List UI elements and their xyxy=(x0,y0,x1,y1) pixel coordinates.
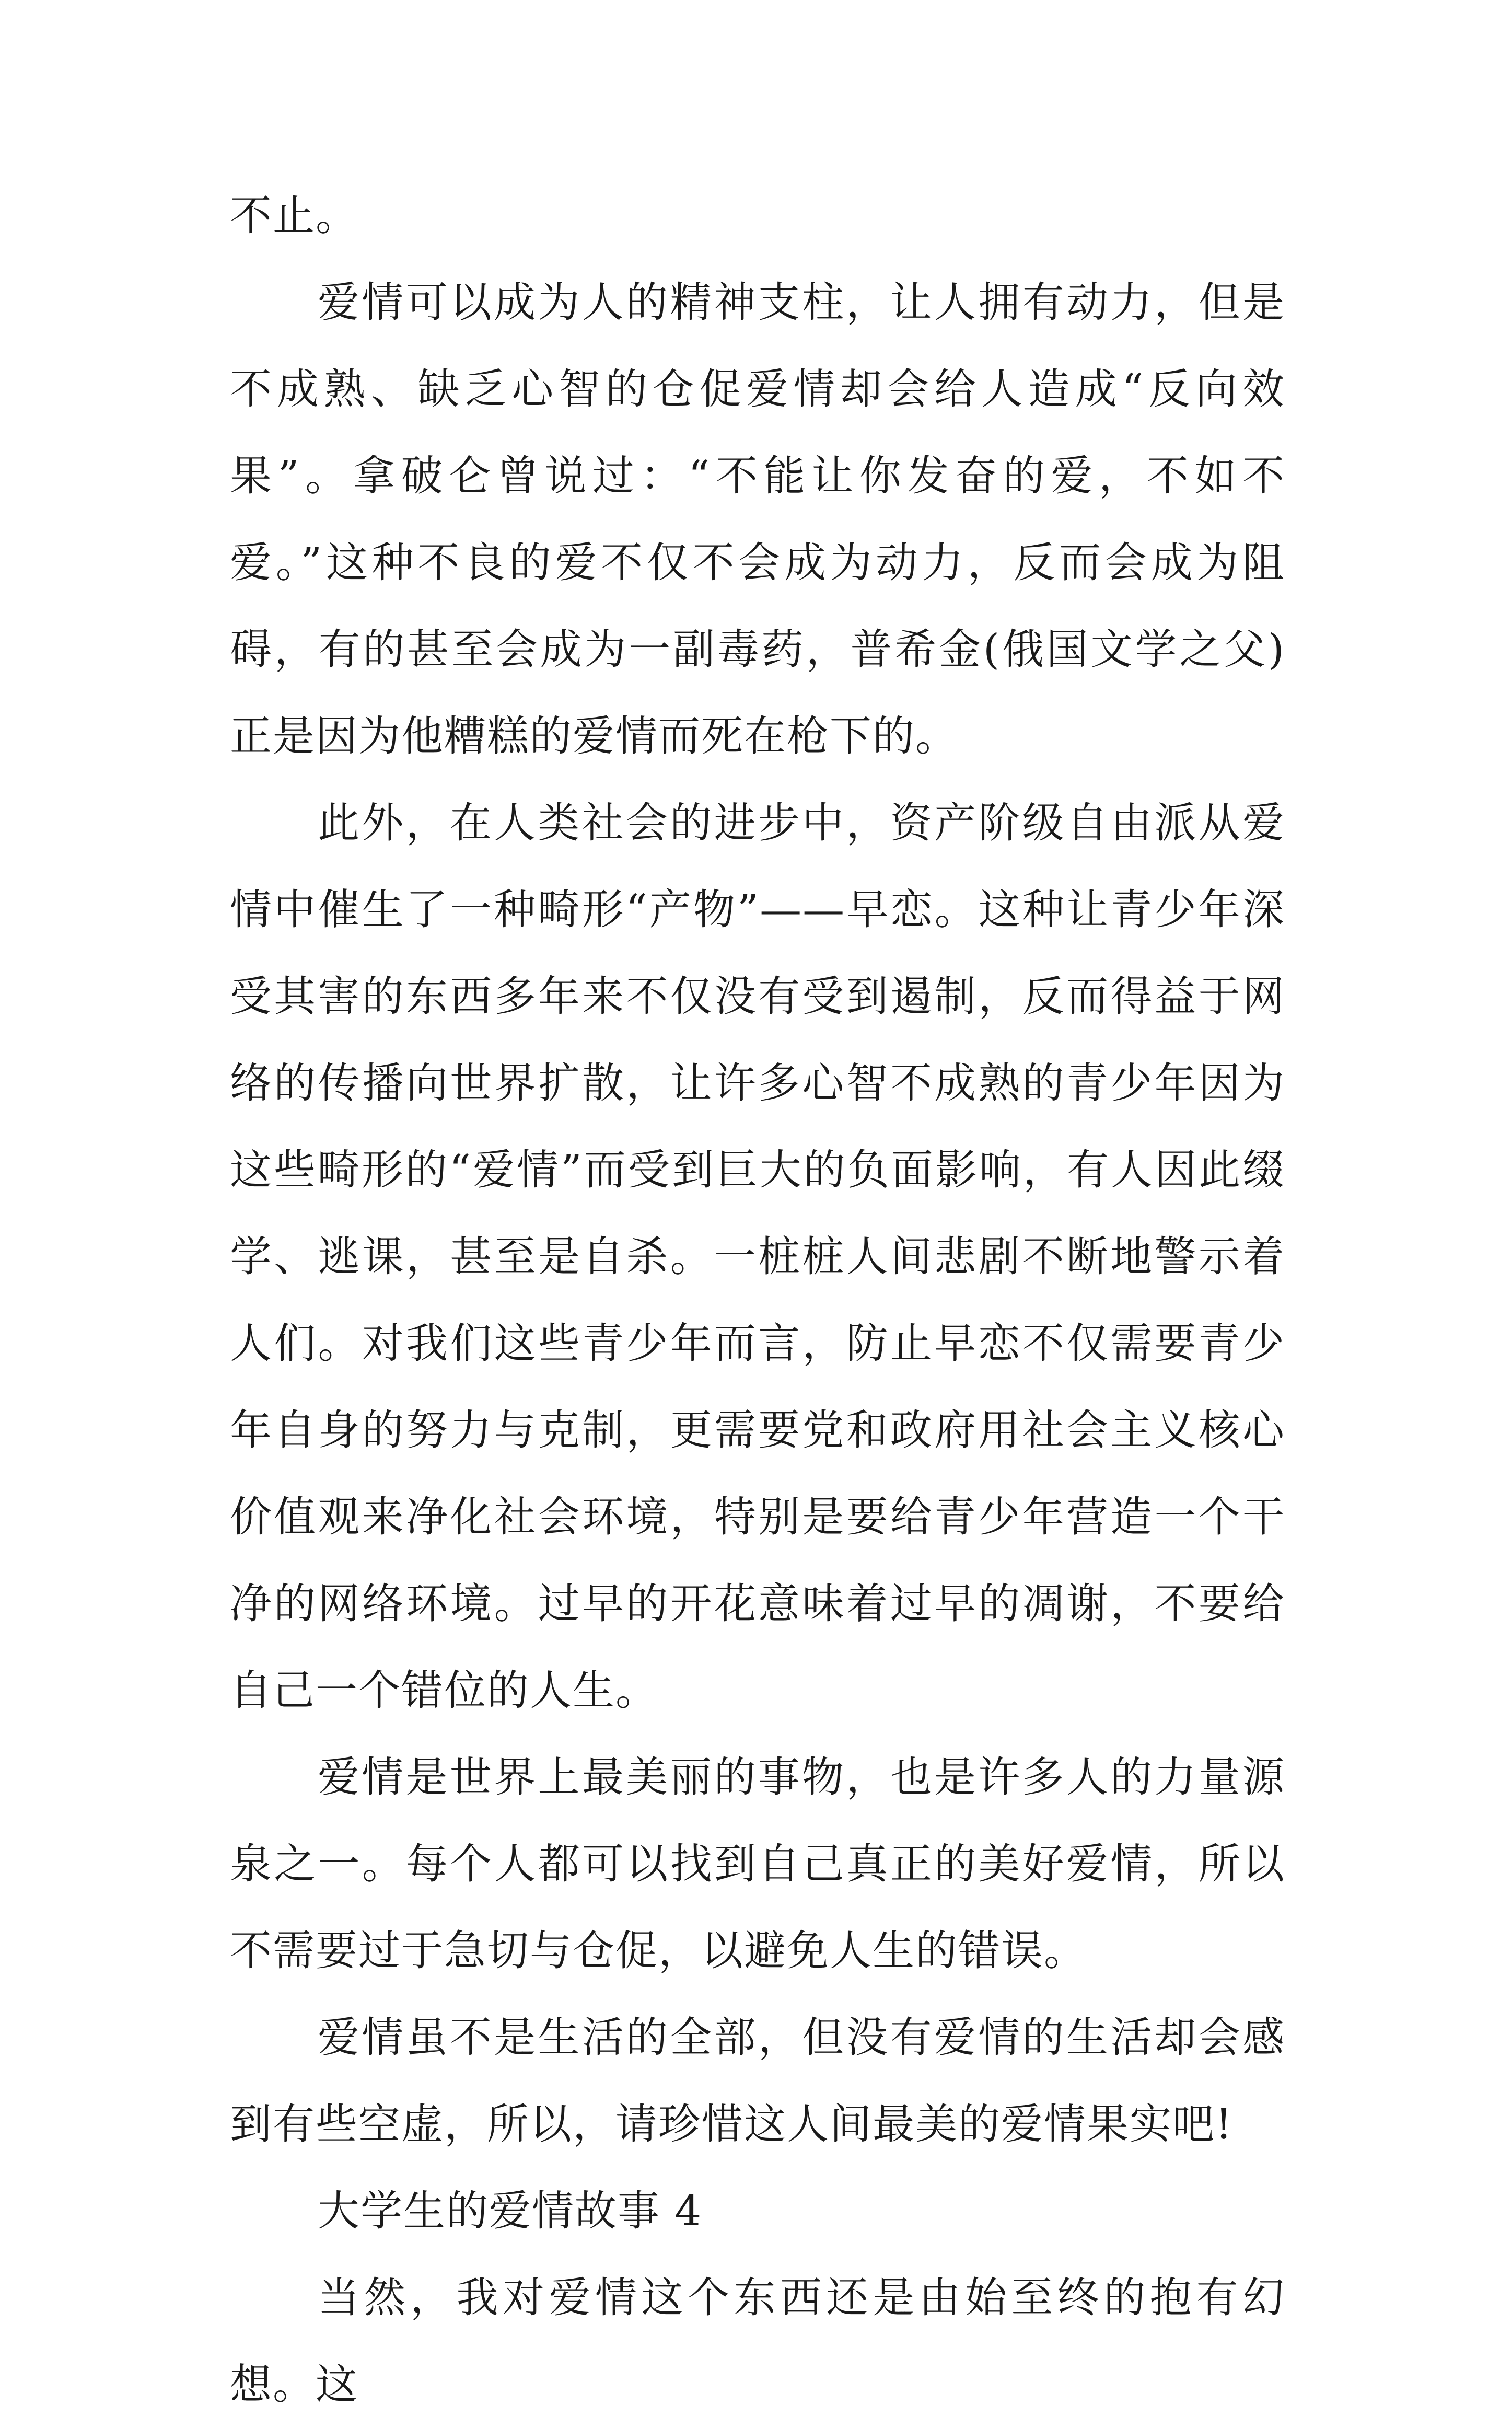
paragraph-story-start: 当然，我对爱情这个东西还是由始至终的抱有幻想。这 xyxy=(230,2273,1285,2409)
paragraph-most-beautiful: 爱情是世界上最美丽的事物，也是许多人的力量源泉之一。每个人都可以找到自己真正的美好爱情，所以不需要过于急切与仓促，以避免人生的错误。 xyxy=(230,1753,1285,1975)
paragraph-puppy-love: 此外，在人类社会的进步中，资产阶级自由派从爱情中催生了一种畸形“产物”——早恋。这种让青少年深受其害的东西多年来不仅没有受到遏制，反而得益于网络的传播向世界扩散，让许多心智不成熟的青少年因为这些畸形的“爱情”而受到巨大的负面影响，有人因此缀学、逃课，甚至是自杀。一桩桩人间悲剧不断地警示着人们。对我们这些青少年而言，防止早恋不仅需要青少年自身的努力与克制，更需要党和政府用社会主义核心价值观来净化社会环境，特别是要给青少年营造一个干净的网络环境。过早的开花意味着过早的凋谢，不要给自己一个错位的人生。 xyxy=(230,799,1285,1715)
document-body xyxy=(230,172,1285,2428)
paragraph-continuation: 不止。 xyxy=(230,191,358,240)
section-heading: 大学生的爱情故事 4 xyxy=(318,2187,703,2235)
paragraph-love-as-pillar: 爱情可以成为人的精神支柱，让人拥有动力，但是不成熟、缺乏心智的仓促爱情却会给人造成“反向效果”。拿破仑曾说过：“不能让你发奋的爱，不如不爱。”这种不良的爱不仅不会成为动力，反而会成为阻碍，有的甚至会成为一副毒药，普希金(俄国文学之父)正是因为他糟糕的爱情而死在枪下的。 xyxy=(230,278,1285,760)
paragraph-cherish-love: 爱情虽不是生活的全部，但没有爱情的生活却会感到有些空虚，所以，请珍惜这人间最美的爱情果实吧! xyxy=(230,2013,1285,2148)
